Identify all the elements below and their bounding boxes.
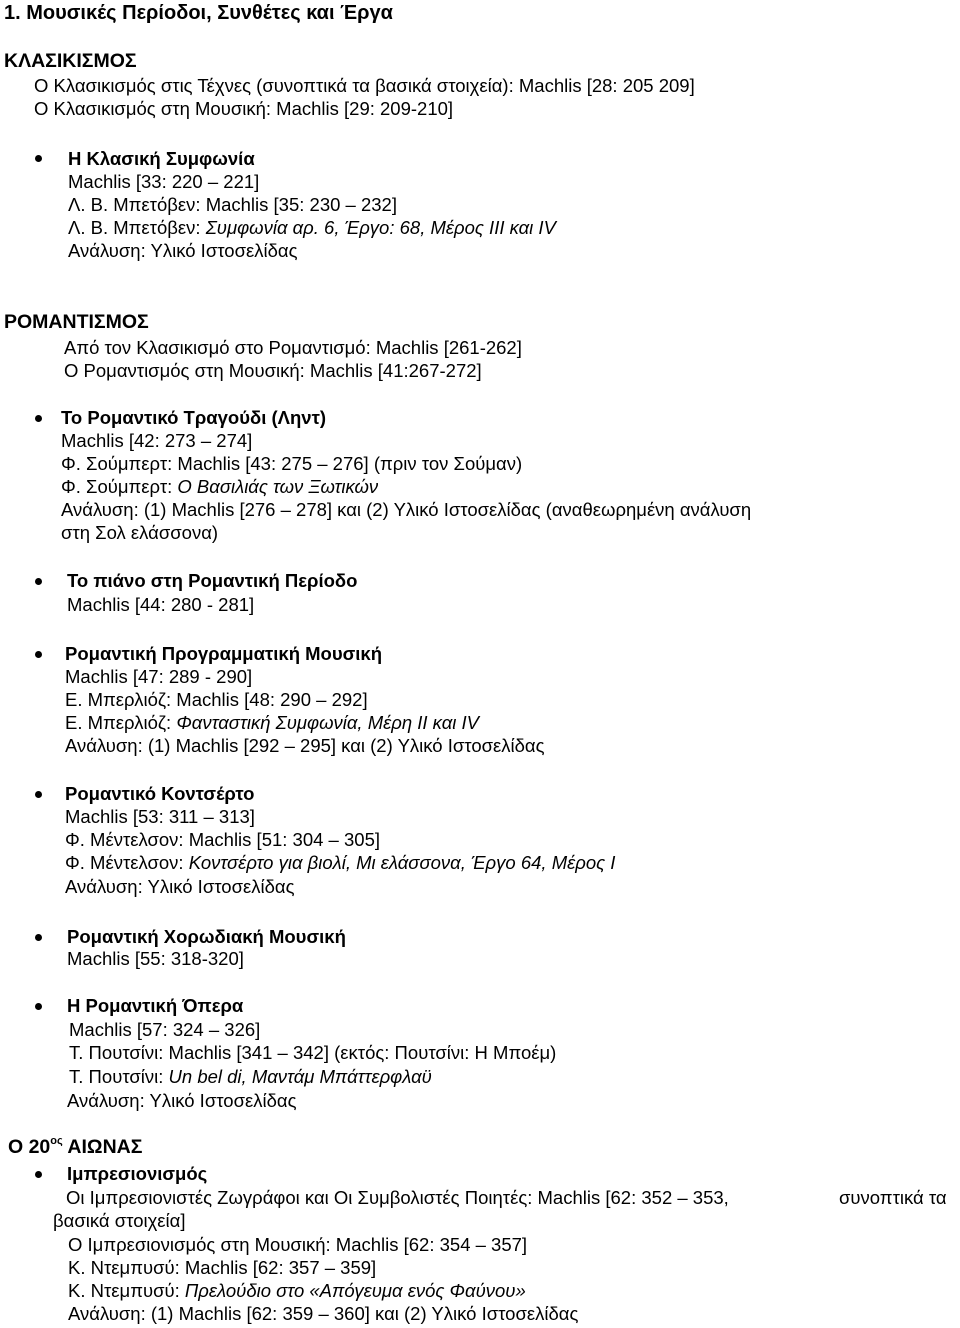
program-berlioz-ref: Ε. Μπερλιόζ: Machlis [48: 290 – 292] bbox=[65, 689, 368, 710]
work-composer: Φ. Μέντελσον: bbox=[65, 852, 189, 873]
opera-machlis-ref: Machlis [57: 324 – 326] bbox=[69, 1019, 261, 1040]
section-heading-20th-century bbox=[8, 1136, 142, 1158]
lied-analysis-line2: στη Σολ ελάσσονα) bbox=[61, 522, 219, 543]
work-title: Κοντσέρτο για βιολί, Μι ελάσσονα, Έργο 64, Μέρος Ι bbox=[188, 852, 616, 873]
heading-suffix: ΑΙΩΝΑΣ bbox=[62, 1136, 143, 1158]
symphony-beethoven-ref: Λ. Β. Μπετόβεν: Machlis [35: 230 – 232] bbox=[68, 194, 397, 215]
subsection-heading-symphony: Η Κλασική Συμφωνία bbox=[68, 148, 255, 169]
opera-analysis: Ανάλυση: Υλικό Ιστοσελίδας bbox=[67, 1090, 297, 1111]
subsection-heading-piano: Το πιάνο στη Ρομαντική Περίοδο bbox=[67, 570, 358, 591]
work-composer: Λ. Β. Μπετόβεν: bbox=[68, 217, 206, 238]
bullet-concerto bbox=[35, 791, 42, 798]
subsection-heading-choral: Ρομαντική Χορωδιακή Μουσική bbox=[67, 926, 346, 947]
classicism-intro-arts: Ο Κλασικισμός στις Τέχνες (συνοπτικά τα βασικά στοιχεία): Machlis [28: 205 209] bbox=[34, 75, 695, 96]
heading-prefix: Ο 20 bbox=[8, 1136, 51, 1158]
romanticism-intro-transition: Από τον Κλασικισμό στο Ρομαντισμό: Machlis [261-262] bbox=[64, 337, 522, 358]
program-berlioz-work bbox=[65, 712, 479, 734]
lied-analysis-line1: Ανάλυση: (1) Machlis [276 – 278] και (2) Υλικό Ιστοσελίδας (αναθεωρημένη ανάλυση bbox=[61, 499, 752, 520]
impressionism-painters-ref-right: συνοπτικά τα bbox=[839, 1187, 947, 1208]
subsection-heading-lied: Το Ρομαντικό Τραγούδι (Ληντ) bbox=[61, 407, 327, 428]
work-title: Φανταστική Συμφωνία, Μέρη ΙΙ και IV bbox=[176, 712, 479, 733]
work-composer: Κ. Ντεμπυσύ: bbox=[68, 1280, 185, 1301]
concerto-mendelssohn-ref: Φ. Μέντελσον: Machlis [51: 304 – 305] bbox=[65, 829, 380, 850]
symphony-analysis: Ανάλυση: Υλικό Ιστοσελίδας bbox=[68, 240, 298, 261]
bullet-piano bbox=[35, 578, 42, 585]
section-heading-classicism: ΚΛΑΣΙΚΙΣΜΟΣ bbox=[4, 50, 137, 72]
program-machlis-ref: Machlis [47: 289 - 290] bbox=[65, 666, 253, 687]
work-title: Συμφωνία αρ. 6, Έργο: 68, Μέρος ΙΙΙ και IV bbox=[205, 217, 556, 238]
bullet-choral bbox=[35, 934, 42, 941]
work-title: Un bel di, Μαντάμ Μπάττερφλαϋ bbox=[168, 1066, 432, 1087]
impressionism-debussy-work bbox=[68, 1280, 526, 1302]
opera-puccini-work bbox=[69, 1066, 432, 1088]
work-title: Πρελούδιο στο «Απόγευμα ενός Φαύνου» bbox=[184, 1280, 526, 1301]
work-composer: Ε. Μπερλιόζ: bbox=[65, 712, 177, 733]
impressionism-painters-ref-cont: βασικά στοιχεία] bbox=[53, 1210, 186, 1231]
classicism-intro-music: Ο Κλασικισμός στη Μουσική: Machlis [29: 209-210] bbox=[34, 98, 454, 119]
impressionism-painters-ref: Οι Ιμπρεσιονιστές Ζωγράφοι και Οι Συμβολιστές Ποιητές: Machlis [62: 352 – 353, bbox=[66, 1187, 729, 1208]
bullet-lied bbox=[35, 415, 42, 422]
symphony-beethoven-work bbox=[68, 217, 556, 239]
romanticism-intro-music: Ο Ρομαντισμός στη Μουσική: Machlis [41:267-272] bbox=[64, 360, 482, 381]
opera-puccini-ref: Τ. Πουτσίνι: Machlis [341 – 342] (εκτός: Πουτσίνι: Η Μποέμ) bbox=[69, 1042, 557, 1063]
lied-machlis-ref: Machlis [42: 273 – 274] bbox=[61, 430, 253, 451]
concerto-machlis-ref: Machlis [53: 311 – 313] bbox=[65, 806, 255, 827]
piano-machlis-ref: Machlis [44: 280 - 281] bbox=[67, 594, 255, 615]
impressionism-debussy-ref: Κ. Ντεμπυσύ: Machlis [62: 357 – 359] bbox=[68, 1257, 377, 1278]
subsection-heading-concerto: Ρομαντικό Κοντσέρτο bbox=[65, 783, 255, 804]
subsection-heading-impressionism: Ιμπρεσιονισμός bbox=[67, 1163, 208, 1184]
bullet-opera bbox=[35, 1003, 42, 1010]
symphony-machlis-ref: Machlis [33: 220 – 221] bbox=[68, 171, 260, 192]
choral-machlis-ref: Machlis [55: 318-320] bbox=[67, 948, 244, 969]
concerto-analysis: Ανάλυση: Υλικό Ιστοσελίδας bbox=[65, 876, 295, 897]
section-heading-romanticism: ΡΟΜΑΝΤΙΣΜΟΣ bbox=[4, 311, 149, 333]
subsection-heading-program: Ρομαντική Προγραμματική Μουσική bbox=[65, 643, 383, 664]
program-analysis: Ανάλυση: (1) Machlis [292 – 295] και (2) Υλικό Ιστοσελίδας bbox=[65, 735, 545, 756]
concerto-mendelssohn-work bbox=[65, 852, 615, 874]
impressionism-analysis: Ανάλυση: (1) Machlis [62: 359 – 360] και (2) Υλικό Ιστοσελίδας bbox=[68, 1303, 579, 1324]
page-title: 1. Μουσικές Περίοδοι, Συνθέτες και Έργα bbox=[4, 2, 393, 24]
work-composer: Τ. Πουτσίνι: bbox=[69, 1066, 169, 1087]
bullet-program bbox=[35, 651, 42, 658]
work-composer: Φ. Σούμπερτ: bbox=[61, 476, 178, 497]
work-title: Ο Βασιλιάς των Ξωτικών bbox=[177, 476, 379, 497]
lied-schubert-work bbox=[61, 476, 378, 498]
subsection-heading-opera: Η Ρομαντική Όπερα bbox=[67, 995, 244, 1016]
lied-schubert-ref: Φ. Σούμπερτ: Machlis [43: 275 – 276] (πριν τον Σούμαν) bbox=[61, 453, 523, 474]
bullet-symphony bbox=[35, 155, 42, 162]
heading-superscript: ος bbox=[50, 1135, 63, 1147]
bullet-impressionism bbox=[35, 1171, 42, 1178]
impressionism-music-ref: Ο Ιμπρεσιονισμός στη Μουσική: Machlis [62: 354 – 357] bbox=[68, 1234, 528, 1255]
